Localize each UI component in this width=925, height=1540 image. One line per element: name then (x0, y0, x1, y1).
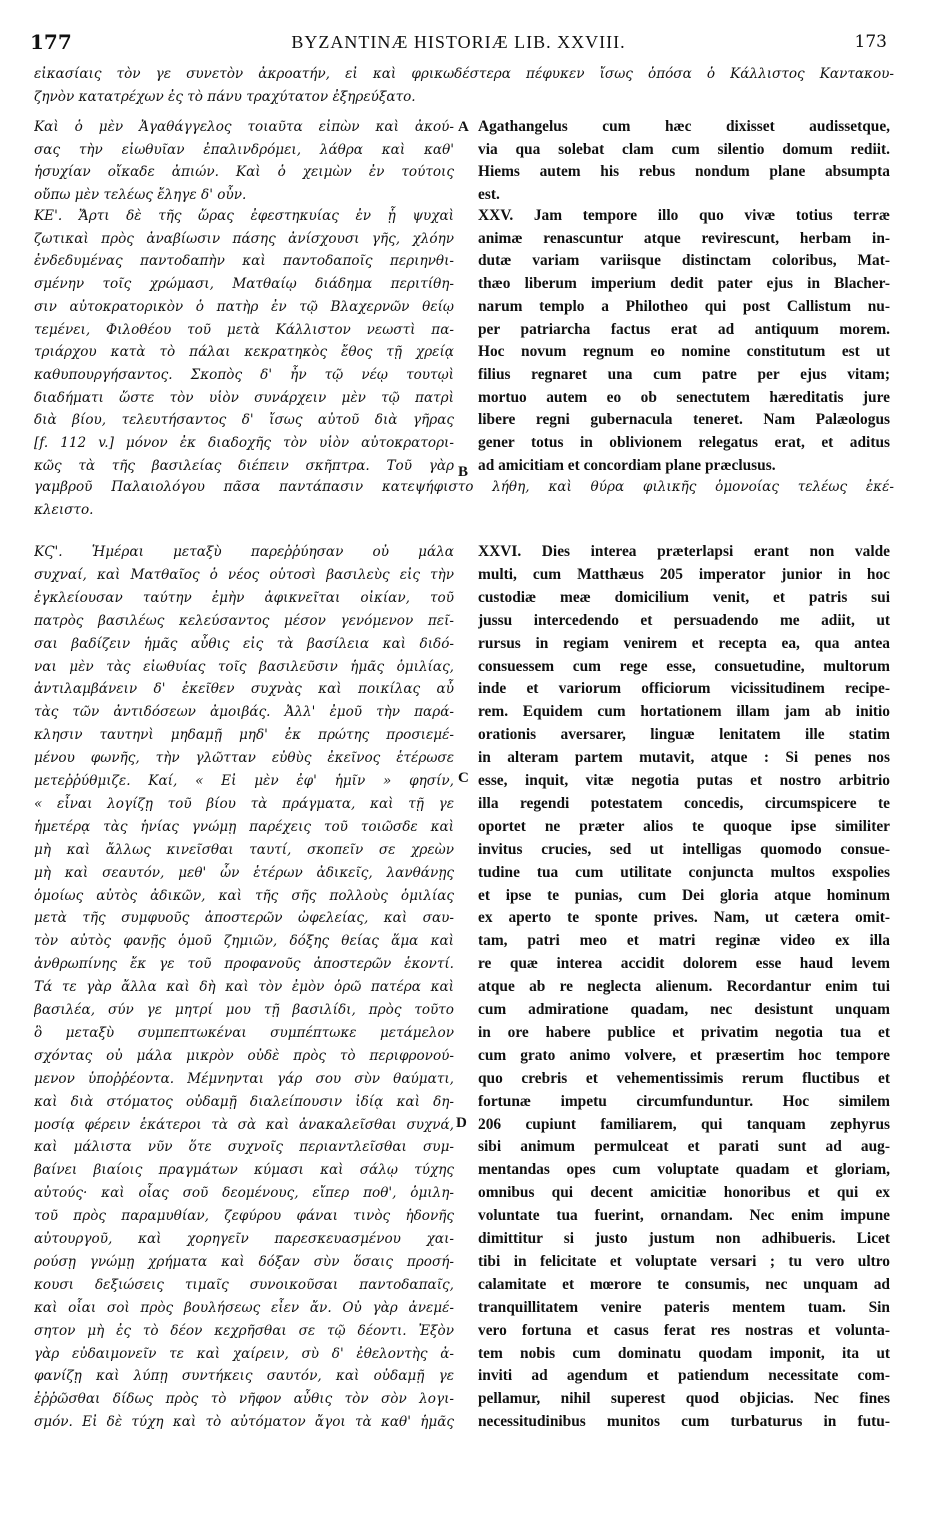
text-line: jussu intercedendo et persuadendo me adiit, ut (478, 611, 890, 629)
text-line: φανίζῃ καὶ λύπῃ συντήκεις σαυτόν, καὶ οὐδαμῇ γε (34, 1368, 454, 1385)
text-line: ζηνὸν κατατρέχων ἐς τὸ πάνυ τραχύτατον ἐξηρεύξατο. (34, 88, 416, 105)
text-line: ἐνδεδυμένας παντοδαπὴν καὶ παντοδαποῖς περιηνθι- (34, 253, 454, 270)
text-line: dimittitur si justo justum non adhibueris. Licet (478, 1230, 890, 1247)
text-line: τὸν αὐτὸς φανῇς ὁμοῦ ζημιῶν, δόξης θείας ἅμα καὶ (34, 933, 454, 950)
text-line: αὐτούς· καὶ οἷας σοῦ δεομένους, εἴπερ ποθ', ὁμιλη- (34, 1185, 454, 1202)
text-line: rem. Equidem cum hortationem illam jam ab initio (478, 703, 890, 721)
text-line: διαδήματι ὥστε τὸν υἱὸν συνάρχειν μὲν τῷ πατρὶ (34, 389, 454, 406)
text-line: re quæ interea accidit dolorem esse haud levem (478, 955, 890, 973)
text-line: συχναί, καὶ Ματθαῖος ὁ νέος οὑτοσὶ βασιλεὺς εἰς τὴν (34, 566, 454, 583)
page-number-right: 173 (854, 32, 887, 52)
text-line: via qua solebat clam cum silentio domum rediit. (478, 140, 890, 158)
text-line: σαι βαδίζειν ἡμᾶς αὖθις εἰς τὰ βασίλεια καὶ διδό- (34, 635, 454, 652)
text-line: [f. 112 v.] μόνον ἐκ διαδοχῆς τὸν υἱὸν αὐτοκρατορι- (34, 435, 454, 451)
margin-marker-d: D (456, 1115, 467, 1131)
text-line: filius regnaret una cum patre per ejus vitam; (478, 365, 890, 383)
text-line: Agathangelus cum hæc dixisset audissetque, (478, 118, 890, 135)
text-line: κλειστο. (34, 501, 94, 518)
text-line: mentandas opes cum voluptate quadam et gloriam, (478, 1161, 890, 1179)
text-line: μενον ὑποῤῥέοντα. Μέμνηνται γάρ σου σὺν θαύματι, (34, 1070, 454, 1087)
text-line: ναι μὲν τὰς εἰωθυίας τοῖς βασιλεῦσιν ἡμᾶς ὁμιλίας, (34, 658, 454, 675)
page-number-left: 177 (30, 30, 72, 54)
text-line: mortuo autem eo ob senectutem hæreditatis jure (478, 388, 890, 406)
text-line: καὶ οἷαι σοὶ πρὸς βουλήσεως εἶεν ἄν. Οὐ γὰρ ἀνεμέ- (34, 1299, 454, 1316)
running-header (30, 30, 887, 56)
text-line: est. (478, 185, 500, 203)
text-line: in alteram partem mutavit, atque : Si penes nos (478, 749, 890, 767)
text-line: in ore habere publice et privatim negotia tua et (478, 1023, 890, 1041)
text-line: invitus crucies, sed ut intelligas quomodo consue- (478, 840, 890, 858)
text-line: thæo liberum imperium dedit pater ejus in Blacher- (478, 275, 890, 293)
text-line: πατρὸς βασιλέως κελεύσαντος μέσον γενόμενον πεῖ- (34, 612, 454, 629)
text-line: tem nobis cum dominatu quodam imponit, ita ut (478, 1344, 890, 1362)
text-line: oportet ne præter alios te quoque ipse similiter (478, 817, 890, 835)
text-line: ζωτικαὶ πρὸς ἀναβίωσιν πάσης ἀνίσχουσι γῆς, χλόην (34, 230, 454, 247)
text-line: σας τὴν εἰωθυῖαν ἐπαλινδρόμει, λάθρα καὶ καθ' (34, 141, 454, 158)
text-line: atque ab re neglecta alienum. Recordantur enim tui (478, 978, 890, 996)
text-line: ΚϚ'. Ἡμέραι μεταξὺ παρεῤῥύησαν οὐ μάλα (34, 544, 454, 560)
text-line: ἐγκλείουσαν ταύτην ἐμὴν ἀφικνεῖται οἰκίαν, τοῦ (34, 589, 454, 606)
text-line: Hoc novum regnum eo nomine constitutum est ut (478, 343, 890, 361)
text-line: μὴ καὶ ἄλλως κινεῖσθαι ταυτί, σκοπεῖν σε χρεὼν (34, 841, 454, 858)
text-line: σμένην τοῖς χρώμασι, Ματθαίῳ διάδημα περιτίθη- (34, 276, 454, 293)
text-line: voluntate tua fuerint, ornandam. Nec enim impune (478, 1207, 890, 1225)
text-line: μετὰ τῆς συμφυοῦς ἀποστερῶν ὠφελείας, καὶ σαυ- (34, 910, 454, 927)
text-line: custodiæ meæ domicilium venit, et patris sui (478, 588, 890, 606)
text-line: κῶς τὰ τῆς βασιλείας διέπειν σκῆπτρα. Τοῦ γὰρ (34, 457, 454, 474)
text-line: narum templo a Philotheo qui post Callistum nu- (478, 297, 890, 315)
text-line: tranquillitatem venire pateris mentem tuam. Sin (478, 1298, 890, 1316)
text-line: animæ renascuntur atque revirescunt, herbam in- (478, 229, 890, 247)
text-line: γὰρ εὐδαιμονεῖν τε καὶ χαίρειν, σὺ δ' ἐθελοντὴς ἀ- (34, 1345, 454, 1362)
margin-marker-c: C (458, 770, 469, 786)
text-line: μὴ καὶ σεαυτόν, μεθ' ὧν ἑτέρων ἀδικεῖς, λανθάνῃς (34, 864, 454, 881)
text-line: Καὶ ὁ μὲν Ἀγαθάγγελος τοιαῦτα εἰπὼν καὶ ἀκού- (34, 119, 454, 135)
text-line: ἐῤῥῶσθαι δίδως πρὸς τὸ νῆφον αὖθις τὸν σὸν λογι- (34, 1391, 454, 1408)
text-line: libere regni gubernacula teneret. Nam Palæologus (478, 411, 890, 429)
text-line: dutæ variam variisque distinctam coloribus, Mat- (478, 252, 890, 270)
text-line: ἡμετέρᾳ τὰς ἡνίας γνώμῃ παρέχεις τοῦ τοιῶσδε καὶ (34, 818, 454, 835)
running-title: BYZANTINÆ HISTORIÆ LIB. XXVIII. (291, 32, 626, 52)
text-line: orationis aversarer, linguæ lenitatem ille statim (478, 726, 890, 744)
text-line: tudine tua cum utilitate conjuncta multos exspolies (478, 863, 890, 881)
text-line: μένου φωνῆς, τὴν γλῶτταν εὐθὺς ἐκεῖνος ἑτέρωσε (34, 750, 454, 767)
text-line: pellamur, nihil superest quod objicias. Nec fines (478, 1390, 890, 1408)
text-line: τὰς τῶν ἀντιδόσεων ἀμοιβάς. Ἀλλ' ἐμοῦ τὴν παρά- (34, 704, 454, 721)
text-line: cum admiratione quadam, nec desistunt unquam (478, 1001, 890, 1018)
text-line: κουσι δεξιώσεις τιμαῖς συνοικοῦσαι παντοδαπαῖς, (34, 1276, 454, 1293)
text-line: ἀντιλαμβάνειν δ' ἐκεῖθεν συχνὰς καὶ ποικίλας αὖ (34, 681, 454, 698)
text-line: οὔπω μὲν τελέως ἔληγε δ' οὖν. (34, 186, 247, 203)
text-line: βαίνει βιαίοις πραγμάτων κύμασι καὶ σάλῳ τύχης (34, 1162, 454, 1179)
text-line: σητον μὴ ἐς τὸ δέον κεχρῆσθαι σε τῷ δέοντι. Ἐξὸν (34, 1322, 454, 1339)
text-line: τριάρχου κατὰ τὸ πάλαι κεκρατηκὸς ἔθος τῇ χρείᾳ (34, 344, 454, 361)
text-line: ὁμοίως αὐτὸς ἀδικῶν, καὶ τῆς σῆς πολλοὺς ὁμιλίας (34, 887, 454, 904)
text-line: τεμένει, Φιλοθέου τοῦ μετὰ Κάλλιστον νεωστὶ πα- (34, 321, 454, 338)
text-line: ΚΕ'. Ἄρτι δὲ τῆς ὥρας ἐφεστηκυίας ἐν ᾗ ψυχαὶ (34, 208, 454, 224)
text-line: ἀνθρωπίνης ἔκ γε τοῦ προφανοῦς ἀποστερῶν ἑκοντί. (34, 956, 454, 973)
text-line: inviti ad agendum et patiendum necessitate com- (478, 1367, 890, 1385)
text-line: gener totus in oblivionem relegatus erat, et aditus (478, 434, 890, 451)
text-line: κλησιν ταυτηνὶ μηδαμῇ μηδ' ἐκ πρώτης προσιεμέ- (34, 727, 454, 744)
text-line: omnibus qui decent amicitiæ honoribus et qui ex (478, 1184, 890, 1202)
text-line: καθυπουργήσαντος. Σκοπὸς δ' ἦν τῷ νέῳ τουτῳὶ (34, 366, 454, 383)
text-line: calamitate et mœrore te consumis, nec unquam ad (478, 1275, 890, 1293)
text-line: σχόντας οὐ μάλα μικρὸν οὐδὲ πρὸς τὸ περιφρονού- (34, 1047, 454, 1064)
text-line: βασιλέα, σύν γε μητρί μου τῇ βασιλίδι, πρὸς τοῦτο (34, 1002, 454, 1018)
text-line: illa regendi potestatem concedis, circumspicere te (478, 794, 890, 812)
text-line: per patriarcha factus erat ad antiquum morem. (478, 320, 890, 338)
text-line: fortunæ impetu circumfunduntur. Hoc similem (478, 1092, 890, 1110)
text-line: σμόν. Εἰ δὲ τύχη καὶ τὸ αὐτόματον ἄγοι τὰ καθ' ἡμᾶς (34, 1414, 454, 1431)
text-line: ὃ μεταξὺ συμπεπτωκέναι συμπέπτωκε μετάμελον (34, 1024, 454, 1041)
margin-marker-b: B (458, 464, 469, 480)
text-line: 206 cupiunt familiarem, qui tanquam zephyrus (478, 1115, 890, 1133)
text-line: ρούσῃ γνώμῃ χρήματα καὶ δόξαν σὺν ὅσαις προσή- (34, 1253, 454, 1270)
text-line: tibi in felicitate et voluptate versari ; tu vero ultro (478, 1252, 890, 1270)
text-line: Τά τε γὰρ ἄλλα καὶ δὴ καὶ τὸν ἐμὸν ὁρῶ πατέρα καὶ (34, 979, 454, 996)
text-line: ad amicitiam et concordiam plane præclusus. (478, 456, 776, 474)
text-line: rursus in regiam venirem et recepta ea, qua antea (478, 634, 890, 652)
text-line: consuessem cum rege esse, consuetudine, multorum (478, 657, 890, 675)
text-line: et ipse te punias, cum Dei gloria atque hominum (478, 886, 890, 904)
text-line: Hiems autem his rebus nondum plane absumpta (478, 163, 890, 180)
text-line: μοσίᾳ φέρειν ἑκάτεροι τὰ σὰ καὶ ἀνακαλεῖσθαι συχνά, (34, 1116, 454, 1133)
text-line: XXV. Jam tempore illo quo vivæ totius terræ (478, 207, 890, 224)
text-line: ἡσυχίαν οἴκαδε ἀπιών. Καὶ ὁ χειμὼν ἐν τούτοις (34, 164, 454, 180)
text-line: τοῦ πρὸς παραμυθίαν, ζεφύρου φάναι τινὸς ἡδονῆς (34, 1208, 454, 1225)
text-line: γαμβροῦ Παλαιολόγου πᾶσα παντάπασιν κατεψήφιστο λήθη, καὶ θύρα φιλικῆς ὁμονοίας τελέως ἐκέ- (34, 479, 894, 495)
text-line: σιν αὐτοκρατορικὸν ὁ πατὴρ ἐν τῷ Βλαχερνῶν θείῳ (34, 298, 454, 315)
text-line: inde et variorum officiorum vicissitudinem recipe- (478, 680, 890, 698)
text-line: quo crebris et vehementissimis rerum fluctibus et (478, 1069, 890, 1087)
text-line: « εἶναι λογίζῃ τοῦ βίου τὰ πράγματα, καὶ τῇ γε (34, 795, 454, 812)
text-line: cum grato animo volvere, et præsertim hoc tempore (478, 1046, 890, 1064)
text-line: sibi animum permulceat et parati sunt ad aug- (478, 1138, 890, 1156)
text-line: ex aperto te sponte prives. Nam, ut cætera omit- (478, 909, 890, 927)
text-line: καὶ μάλιστα νῦν ὅτε συχνοῖς περιαντλεῖσθαι συμ- (34, 1139, 454, 1156)
margin-marker-a: A (458, 119, 469, 135)
text-line: esse, inquit, vitæ negotia putas et nostro arbitrio (478, 772, 890, 789)
text-line: XXVI. Dies interea præterlapsi erant non valde (478, 543, 890, 560)
text-line: αὐτουργοῦ, καὶ χορηγεῖν παρεσκευασμένου χαι- (34, 1231, 454, 1247)
text-line: εἰκασίαις τὸν γε συνετὸν ἀκροατήν, εἰ καὶ φρικωδέστερα πέφυκεν ἴσως ὁπόσα ὁ Κάλλιστος Καντακου- (34, 66, 894, 82)
text-line: necessitudinibus munitos cum turbaturus in futu- (478, 1413, 890, 1431)
text-line: καὶ διὰ στόματος οὐδαμῇ διαλείπουσιν ἰδίᾳ καὶ δη- (34, 1093, 454, 1110)
text-line: διὰ βίου, τελευτήσαντος δ' ἴσως αὐτοῦ διὰ γῆρας (34, 412, 454, 429)
text-line: multi, cum Matthæus 205 imperator junior in hoc (478, 565, 890, 583)
text-line: vero fortuna et casus ferat res nostras et volunta- (478, 1321, 890, 1339)
text-line: tam, patri meo et matri reginæ video ex illa (478, 932, 890, 950)
text-line: μετεῤῥύθμιζε. Καί, « Εἰ μὲν ἐφ' ἡμῖν » φησίν, (34, 773, 454, 789)
